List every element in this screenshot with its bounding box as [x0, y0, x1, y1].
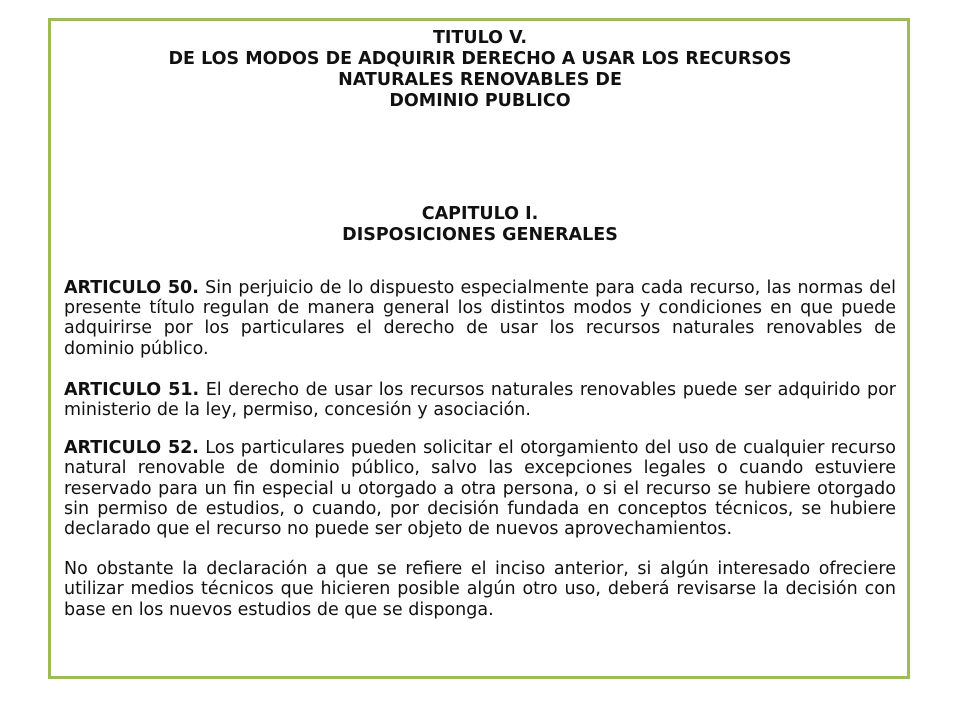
title-line-4: DOMINIO PUBLICO	[389, 91, 571, 111]
article-52	[64, 438, 896, 539]
article-52-text: Los particulares pueden solicitar el otorgamiento del uso de cualquier recurso natural renovable de dominio público, salvo las excepciones legales o cuando estuviere reservado para un fin especial u otorgado a otra persona, o si el recurso se hubiere otorgado sin permiso de estudios, o cuando, por decisión fundada en conceptos técnicos, se hubiere declarado que el recurso no puede ser objeto de nuevos aprovechamientos.	[64, 438, 897, 540]
article-50-label: ARTICULO 50.	[64, 278, 199, 298]
title-line-1: TITULO V.	[432, 28, 528, 48]
article-52-paragraph-2: No obstante la declaración a que se refiere el inciso anterior, si algún interesado ofreciere utilizar medios técnicos que hicieren posible algún otro uso, deberá revisarse la decisión con base en los nuevos estudios de que se disponga.	[64, 559, 896, 620]
document-frame	[48, 18, 910, 679]
article-52-label: ARTICULO 52.	[64, 438, 199, 459]
article-51	[64, 380, 896, 420]
title-line-3: NATURALES RENOVABLES DE	[338, 70, 622, 90]
chapter-line-1: CAPITULO I.	[421, 204, 539, 224]
title-line-2: DE LOS MODOS DE ADQUIRIR DERECHO A USAR LOS RECURSOS	[168, 49, 792, 69]
article-50	[64, 278, 896, 359]
article-51-text: El derecho de usar los recursos naturales renovables puede ser adquirido por ministerio de la ley, permiso, concesión y asociación.	[64, 379, 896, 421]
chapter-block	[64, 204, 896, 246]
chapter-line-2: DISPOSICIONES GENERALES	[342, 225, 618, 245]
article-50-text: Sin perjuicio de lo dispuesto especialmente para cada recurso, las normas del presente título regulan de manera general los distintos modos y condiciones en que puede adquirirse por los particulares el derecho de usar los recursos naturales renovables de dominio público.	[64, 278, 896, 359]
document-content	[64, 28, 896, 620]
article-51-label: ARTICULO 51.	[64, 379, 200, 400]
title-block	[64, 28, 896, 112]
